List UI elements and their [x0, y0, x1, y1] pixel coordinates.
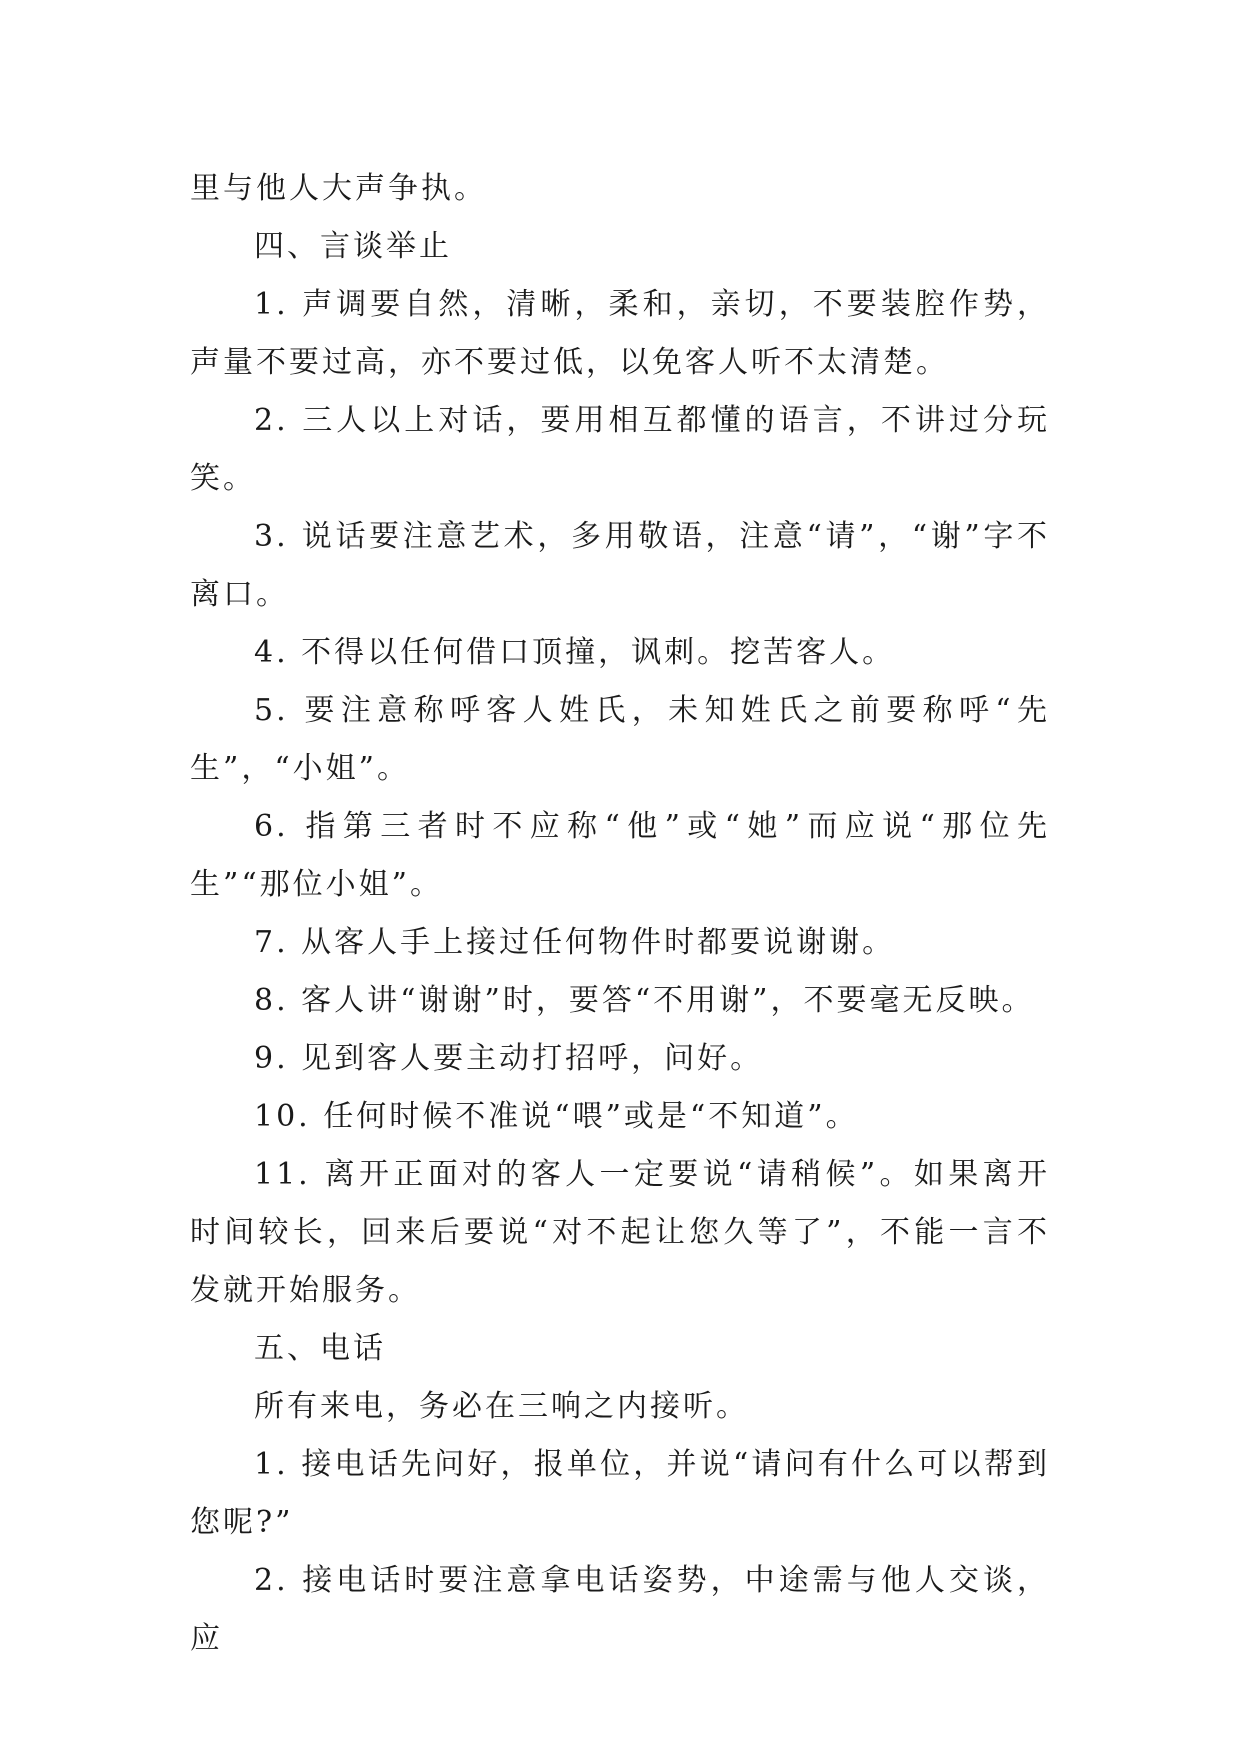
- section-heading: 五、电话: [254, 1331, 386, 1366]
- list-item: 7. 从客人手上接过任何物件时都要说谢谢。: [254, 925, 896, 960]
- paragraph: 里与他人大声争执。: [190, 171, 487, 206]
- list-item: 2. 接电话时要注意拿电话姿势，中途需与他人交谈，应: [190, 1563, 1050, 1656]
- section-heading: 四、言谈举止: [254, 229, 452, 264]
- list-item: 3. 说话要注意艺术，多用敬语，注意“请”，“谢”字不离口。: [190, 519, 1050, 612]
- list-item: 9. 见到客人要主动打招呼，问好。: [254, 1041, 764, 1076]
- list-item: 1. 接电话先问好，报单位，并说“请问有什么可以帮到您呢?”: [190, 1447, 1050, 1540]
- list-item: 4. 不得以任何借口顶撞，讽刺。挖苦客人。: [254, 635, 896, 670]
- list-item: 1. 声调要自然，清晰，柔和，亲切，不要装腔作势，声量不要过高，亦不要过低，以免客人听不太清楚。: [190, 287, 1050, 380]
- paragraph: 所有来电，务必在三响之内接听。: [254, 1389, 749, 1424]
- list-item: 10. 任何时候不准说“喂”或是“不知道”。: [254, 1099, 859, 1134]
- document-body: [190, 160, 1050, 1668]
- list-item: 8. 客人讲“谢谢”时，要答“不用谢”，不要毫无反映。: [254, 983, 1035, 1018]
- list-item: 2. 三人以上对话，要用相互都懂的语言，不讲过分玩笑。: [190, 403, 1050, 496]
- list-item: 11. 离开正面对的客人一定要说“请稍候”。如果离开时间较长，回来后要说“对不起让您久等了”，不能一言不发就开始服务。: [190, 1157, 1050, 1308]
- list-item: 5. 要注意称呼客人姓氏，未知姓氏之前要称呼“先生”，“小姐”。: [190, 693, 1050, 786]
- list-item: 6. 指第三者时不应称“他”或“她”而应说“那位先生”“那位小姐”。: [190, 809, 1050, 902]
